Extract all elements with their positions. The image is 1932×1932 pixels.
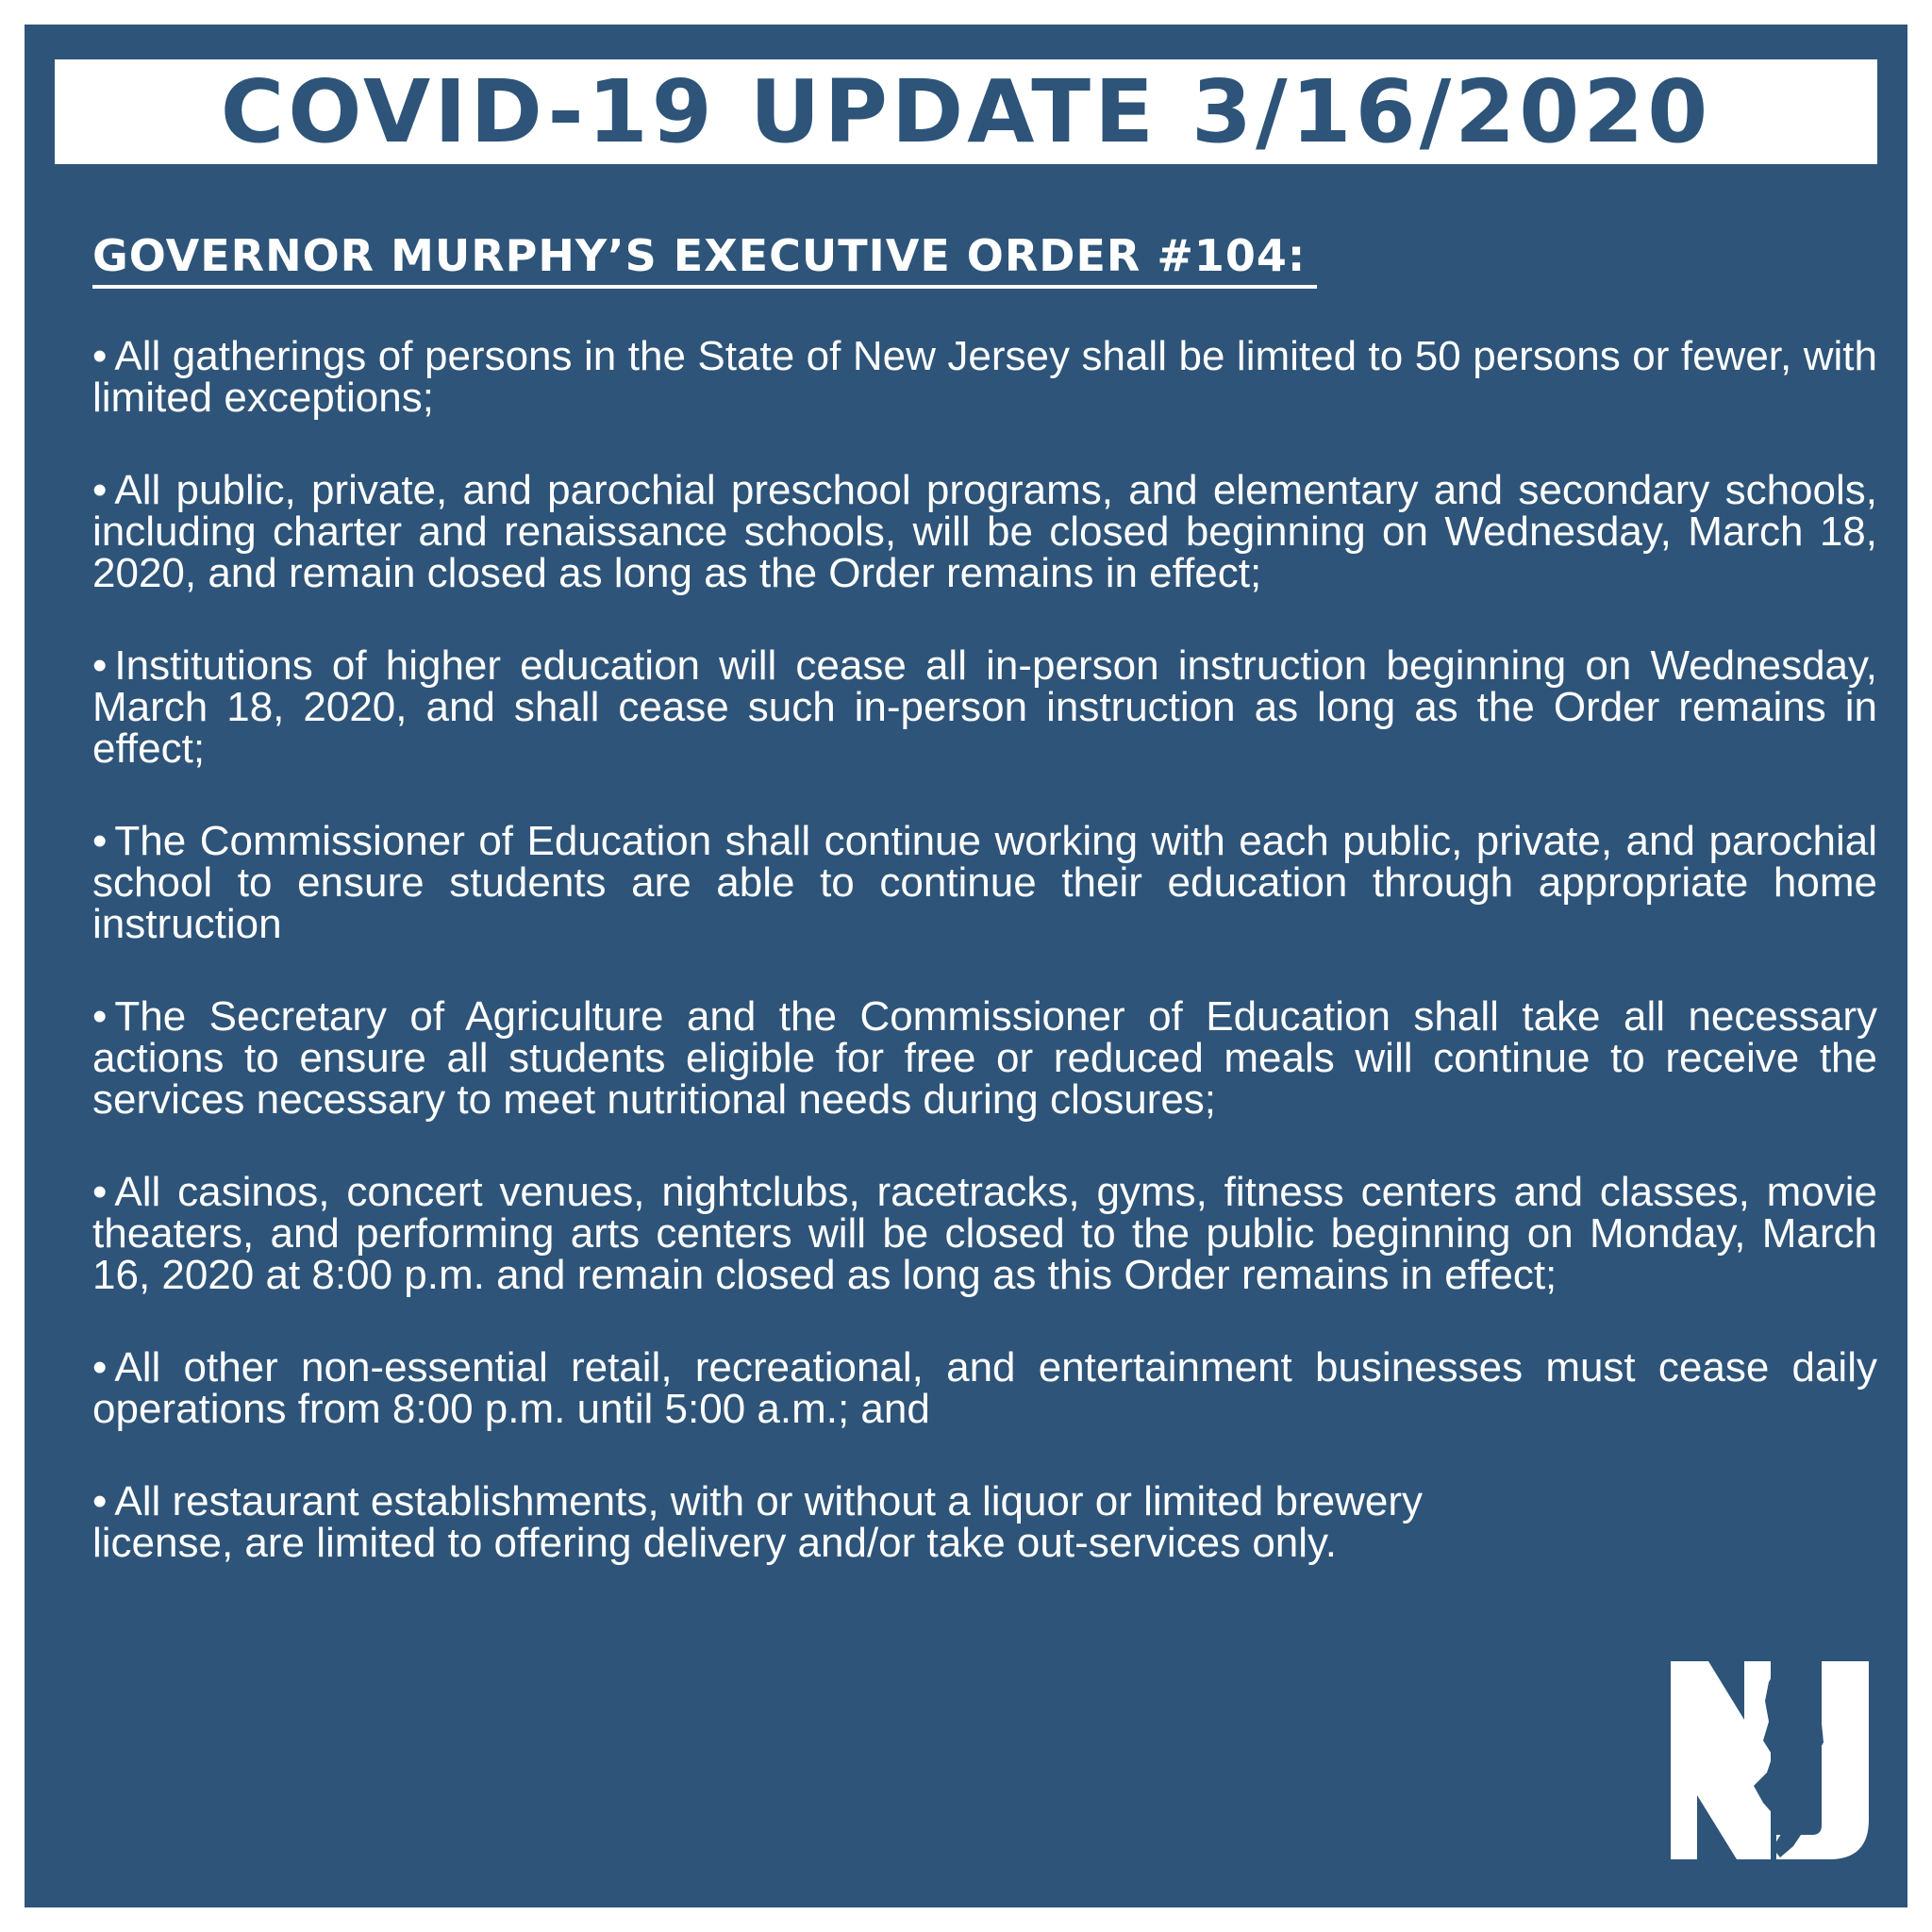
bullet-icon: •	[92, 642, 108, 689]
order-item-text: All restaurant establishments, with or without a liquor or limited brewery license, are limited to offering delivery and/or take out-services only.	[92, 1478, 1423, 1566]
order-item	[92, 1478, 1564, 1566]
order-item	[92, 642, 1877, 772]
order-item-text: The Secretary of Agriculture and the Commissioner of Education shall take all necessary actions to ensure all students eligible for free or reduced meals will continue to receive the services necessary to meet nutritional needs during closures;	[92, 993, 1877, 1123]
bullet-icon: •	[92, 467, 108, 513]
order-item-text: All public, private, and parochial preschool programs, and elementary and secondary schools, including charter and renaissance schools, will be closed beginning on Wednesday, March 18, 2020, and remain closed as long as the Order remains in effect;	[92, 467, 1877, 596]
title-banner	[55, 59, 1877, 164]
update-panel	[25, 25, 1907, 1907]
order-item	[92, 333, 1877, 421]
order-item-text: All casinos, concert venues, nightclubs, racetracks, gyms, fitness centers and classes, movie theaters, and performing arts centers will be closed to the public beginning on Monday, March 16, 2020 at 8:00 p.m. and remain closed as long as this Order remains in effect;	[92, 1169, 1877, 1298]
bullet-icon: •	[92, 818, 108, 864]
bullet-icon: •	[92, 993, 108, 1040]
order-heading: GOVERNOR MURPHY’S EXECUTIVE ORDER #104:	[92, 234, 1317, 289]
bullet-icon: •	[92, 333, 108, 379]
bullet-icon: •	[92, 1169, 108, 1215]
order-item	[92, 993, 1877, 1123]
order-item	[92, 818, 1877, 947]
order-item	[92, 467, 1877, 596]
order-item-text: All other non-essential retail, recreational, and entertainment businesses must cease daily operations from 8:00 p.m. until 5:00 a.m.; and	[92, 1344, 1877, 1432]
order-item	[92, 1344, 1877, 1432]
page-title: COVID-19 UPDATE 3/16/2020	[220, 60, 1712, 162]
bullet-icon: •	[92, 1478, 108, 1524]
bullet-icon: •	[92, 1344, 108, 1391]
order-item-text: All gatherings of persons in the State of New Jersey shall be limited to 50 persons or fewer, with limited exceptions;	[92, 333, 1877, 421]
order-item	[92, 1169, 1877, 1298]
order-content	[92, 230, 1877, 1615]
nj-state-logo-icon	[1671, 1661, 1869, 1859]
order-item-text: The Commissioner of Education shall continue working with each public, private, and parochial school to ensure students are able to continue their education through appropriate home instruction	[92, 818, 1877, 947]
order-item-text: Institutions of higher education will cease all in-person instruction beginning on Wednesday, March 18, 2020, and shall cease such in-person instruction as long as the Order remains in effect;	[92, 642, 1877, 772]
order-items-list	[92, 333, 1877, 1566]
